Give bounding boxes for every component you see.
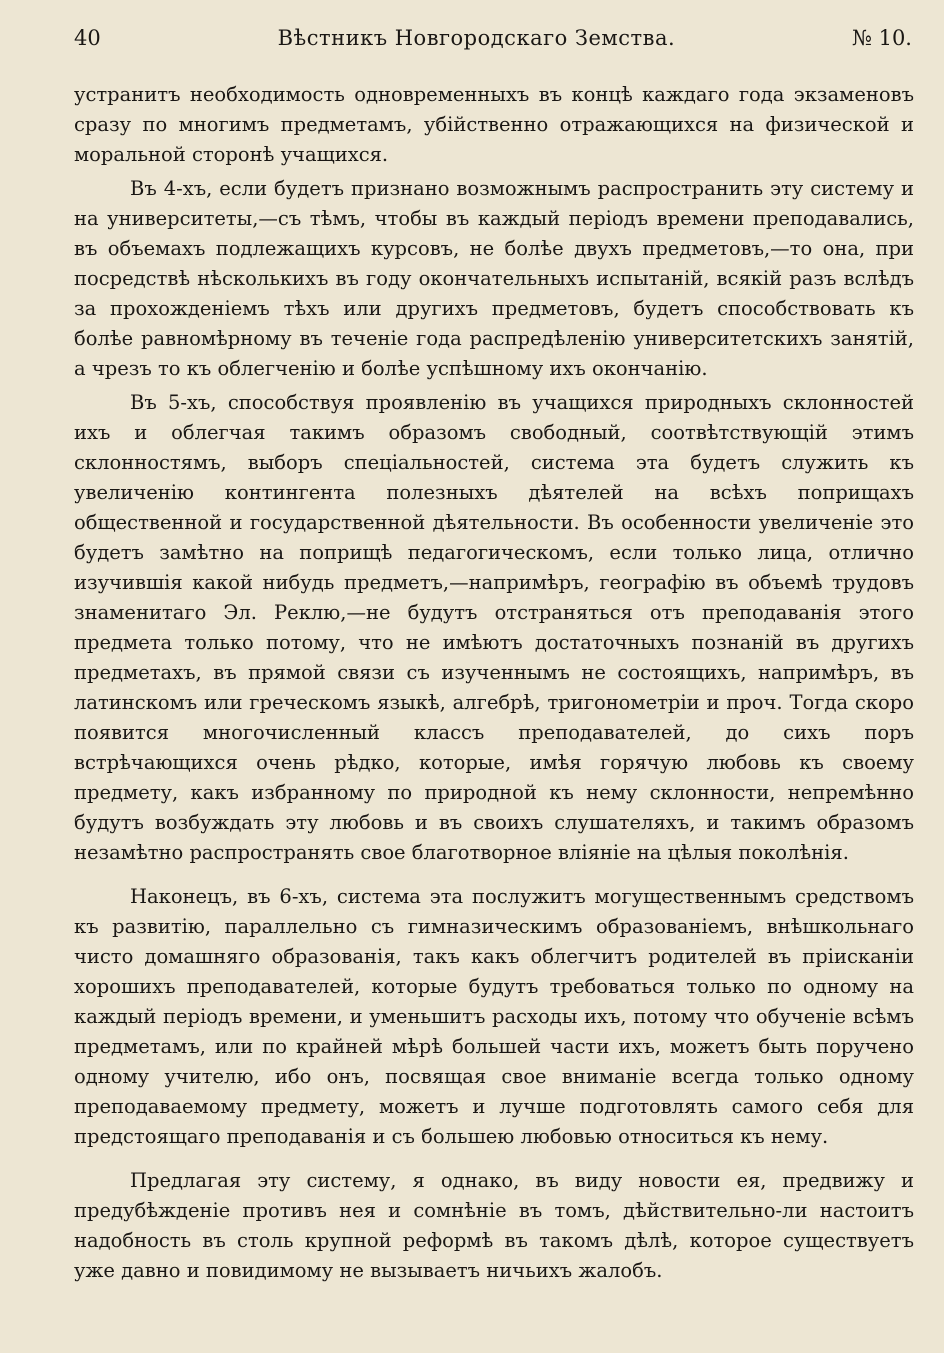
body-text <box>74 80 914 1286</box>
paragraph-5: Предлагая эту систему, я однако, въ виду новости ея, предвижу и предубѣжденіе противъ нея и сомнѣніе въ томъ, дѣйствительно-ли настоитъ надобность въ столь крупной реформѣ въ такомъ дѣлѣ, которое существуетъ уже давно и повидимому не вызываетъ ничьихъ жалобъ. <box>74 1169 914 1282</box>
page-number: 40 <box>74 26 101 50</box>
paragraph-3: Въ 5-хъ, способствуя проявленію въ учащихся природныхъ склонностей ихъ и облегчая такимъ образомъ свободный, соотвѣтствующій этимъ склонностямъ, выборъ спеціальностей, система эта будетъ служить къ увеличенію контингента полезныхъ дѣятелей на всѣхъ поприщахъ общественной и государственной дѣятельности. Въ особенности увеличеніе это будетъ замѣтно на поприщѣ педагогическомъ, если только лица, отлично изучившія какой нибудь предметъ,—напримѣръ, географію въ объемѣ трудовъ знаменитаго Эл. Реклю,—не будутъ отстраняться отъ преподаванія этого предмета только потому, что не имѣютъ достаточныхъ познаній въ другихъ предметахъ, въ прямой связи съ изученнымъ не состоящихъ, напримѣръ, въ латинскомъ или греческомъ языкѣ, алгебрѣ, тригонометріи и проч. Тогда скоро появится многочисленный классъ преподавателей, до сихъ поръ встрѣчающихся очень рѣдко, которые, имѣя горячую любовь къ своему предмету, какъ избранному по природной къ нему склонности, непремѣнно будутъ возбуждать эту любовь и въ своихъ слушателяхъ, и такимъ образомъ незамѣтно распространять свое благотворное вліяніе на цѣлыя поколѣнія. <box>74 391 914 864</box>
paragraph-4: Наконецъ, въ 6-хъ, система эта послужитъ могущественнымъ средствомъ къ развитію, параллельно съ гимназическимъ образованіемъ, внѣшкольнаго чисто домашняго образованія, такъ какъ облегчитъ родителей въ пріисканіи хорошихъ преподавателей, которые будутъ требоваться только по одному на каждый періодъ времени, и уменьшитъ расходы ихъ, потому что обученіе всѣмъ предметамъ, или по крайней мѣрѣ большей части ихъ, можетъ быть поручено одному учителю, ибо онъ, посвящая свое вниманіе всегда только одному преподаваемому предмету, можетъ и лучше подготовлять самого себя для предстоящаго преподаванія и съ большею любовью относиться къ нему. <box>74 885 914 1148</box>
issue-number: № 10. <box>852 26 912 50</box>
paragraph-2: Въ 4-хъ, если будетъ признано возможнымъ распространить эту систему и на университеты,—съ тѣмъ, чтобы въ каждый періодъ времени преподавались, въ объемахъ подлежащихъ курсовъ, не болѣе двухъ предметовъ,—то она, при посредствѣ нѣсколькихъ въ году окончательныхъ испытаній, всякій разъ вслѣдъ за прохожденіемъ тѣхъ или другихъ предметовъ, будетъ способствовать къ болѣе равномѣрному въ теченіе года распредѣленію университетскихъ занятій, а чрезъ то къ облегченію и болѣе успѣшному ихъ окончанію. <box>74 177 914 380</box>
journal-title: Вѣстникъ Новгородскаго Земства. <box>277 26 676 50</box>
paragraph-1: устранитъ необходимость одновременныхъ въ концѣ каждаго года экзаменовъ сразу по многимъ предметамъ, убійственно отражающихся на физической и моральной сторонѣ учащихся. <box>74 83 914 166</box>
page-header <box>74 24 914 52</box>
